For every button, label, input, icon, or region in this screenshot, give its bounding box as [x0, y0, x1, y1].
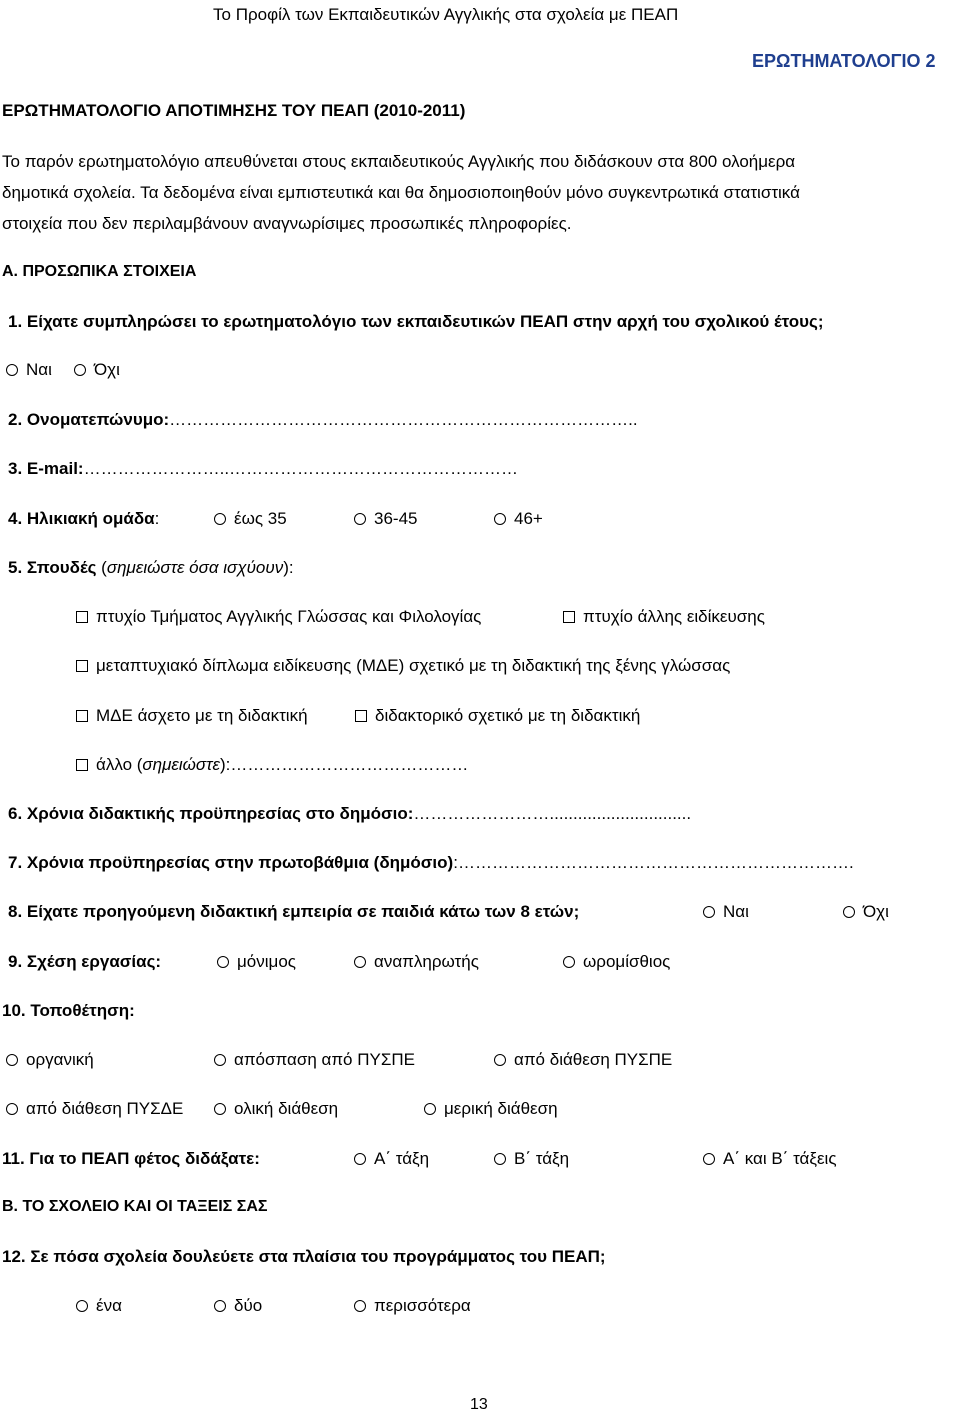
- checkbox-icon: [76, 759, 88, 771]
- q3-dots: ……………………..……………………………………………: [83, 459, 519, 478]
- q11-option-b[interactable]: Β΄ τάξη: [494, 1150, 569, 1167]
- q10-option-disposal-pysde[interactable]: από διάθεση ΠΥΣΔΕ: [6, 1100, 183, 1117]
- q3-label: 3. E-mail:: [8, 459, 84, 478]
- q8-option-no[interactable]: Όχι: [843, 903, 889, 920]
- q9-option-hourly[interactable]: ωρομίσθιος: [563, 953, 670, 970]
- q10-option-partial-disposal[interactable]: μερική διάθεση: [424, 1100, 558, 1117]
- q12-option-one[interactable]: ένα: [76, 1297, 122, 1314]
- q5-option-other-degree[interactable]: πτυχίο άλλης ειδίκευσης: [563, 608, 765, 625]
- q11-label: 11. Για το ΠΕΑΠ φέτος διδάξατε:: [2, 1149, 260, 1168]
- radio-icon: [354, 956, 366, 968]
- radio-icon: [703, 1153, 715, 1165]
- radio-icon: [76, 1300, 88, 1312]
- q10-option-full-disposal[interactable]: ολική διάθεση: [214, 1100, 338, 1117]
- radio-icon: [494, 1153, 506, 1165]
- radio-icon: [354, 1300, 366, 1312]
- radio-icon: [217, 956, 229, 968]
- q8-label: 8. Είχατε προηγούμενη διδακτική εμπειρία σε παιδιά κάτω των 8 ετών;: [8, 902, 580, 921]
- radio-icon: [494, 1054, 506, 1066]
- document-title: ΕΡΩΤΗΜΑΤΟΛΟΓΙΟ ΑΠΟΤΙΜΗΣΗΣ ΤΟΥ ΠΕΑΠ (2010-2011): [2, 101, 466, 120]
- radio-icon: [563, 956, 575, 968]
- radio-icon: [354, 1153, 366, 1165]
- q5-label: 5. Σπουδές: [8, 558, 97, 577]
- intro-line-3: στοιχεία που δεν περιλαμβάνουν αναγνωρίσιμες προσωπικές πληροφορίες.: [2, 214, 572, 233]
- q12-option-more[interactable]: περισσότερα: [354, 1297, 471, 1314]
- radio-icon: [424, 1103, 436, 1115]
- q5-option-english-degree[interactable]: πτυχίο Τμήματος Αγγλικής Γλώσσας και Φιλολογίας: [76, 608, 481, 625]
- q5-hint: σημειώστε όσα ισχύουν: [106, 558, 284, 577]
- q10-option-secondment[interactable]: απόσπαση από ΠΥΣΠΕ: [214, 1051, 415, 1068]
- q9-option-substitute[interactable]: αναπληρωτής: [354, 953, 479, 970]
- section-b-heading: Β. ΤΟ ΣΧΟΛΕΙΟ ΚΑΙ ΟΙ ΤΑΞΕΙΣ ΣΑΣ: [2, 1198, 268, 1215]
- q2-field[interactable]: [8, 411, 638, 428]
- q4-option-3[interactable]: 46+: [494, 510, 543, 527]
- q5-option-phd[interactable]: διδακτορικό σχετικό με τη διδακτική: [355, 707, 640, 724]
- q11-option-ab[interactable]: Α΄ και Β΄ τάξεις: [703, 1150, 837, 1167]
- radio-icon: [494, 513, 506, 525]
- q1-option-yes[interactable]: Ναι: [6, 361, 52, 378]
- radio-icon: [214, 1054, 226, 1066]
- radio-icon: [6, 1103, 18, 1115]
- radio-icon: [843, 906, 855, 918]
- q7-label: 7. Χρόνια προϋπηρεσίας στην πρωτοβάθμια (δημόσιο): [8, 853, 454, 872]
- intro-line-2: δημοτικά σχολεία. Τα δεδομένα είναι εμπιστευτικά και θα δημοσιοποιηθούν μόνο συγκεντρωτικά στατιστικά: [2, 183, 800, 202]
- q4-option-2[interactable]: 36-45: [354, 510, 417, 527]
- checkbox-icon: [355, 710, 367, 722]
- radio-icon: [74, 364, 86, 376]
- q10-label: 10. Τοποθέτηση:: [2, 1001, 135, 1020]
- q8-option-yes[interactable]: Ναι: [703, 903, 749, 920]
- q12-label: 12. Σε πόσα σχολεία δουλεύετε στα πλαίσια του προγράμματος του ΠΕΑΠ;: [2, 1247, 606, 1266]
- q3-field[interactable]: [8, 460, 518, 477]
- intro-line-1: Το παρόν ερωτηματολόγιο απευθύνεται στους εκπαιδευτικούς Αγγλικής που διδάσκουν στα 800 ολοήμερα: [2, 152, 796, 171]
- checkbox-icon: [76, 611, 88, 623]
- radio-icon: [6, 1054, 18, 1066]
- q5-option-other[interactable]: άλλο (σημειώστε):……………………………………: [76, 756, 468, 773]
- checkbox-icon: [563, 611, 575, 623]
- q5-label-wrap: 5. Σπουδές (σημειώστε όσα ισχύουν):: [8, 558, 294, 577]
- radio-icon: [354, 513, 366, 525]
- q9-option-permanent[interactable]: μόνιμος: [217, 953, 296, 970]
- questionnaire-label: ΕΡΩΤΗΜΑΤΟΛΟΓΙΟ 2: [752, 51, 936, 71]
- radio-icon: [703, 906, 715, 918]
- q10-option-disposal-pyspe[interactable]: από διάθεση ΠΥΣΠΕ: [494, 1051, 672, 1068]
- q9-label: 9. Σχέση εργασίας:: [8, 952, 162, 971]
- radio-icon: [214, 513, 226, 525]
- q2-label: 2. Ονοματεπώνυμο:: [8, 410, 170, 429]
- q12-option-two[interactable]: δύο: [214, 1297, 262, 1314]
- q4-option-1[interactable]: έως 35: [214, 510, 287, 527]
- q7-field[interactable]: 7. Χρόνια προϋπηρεσίας στην πρωτοβάθμια (δημόσιο):…………………………………………………………….: [8, 853, 854, 872]
- q1-label: 1. Είχατε συμπληρώσει το ερωτηματολόγιο των εκπαιδευτικών ΠΕΑΠ στην αρχή του σχολικού έτους;: [8, 312, 824, 331]
- running-title: Το Προφίλ των Εκπαιδευτικών Αγγλικής στα σχολεία με ΠΕΑΠ: [213, 5, 679, 24]
- radio-icon: [214, 1103, 226, 1115]
- q10-option-organic[interactable]: οργανική: [6, 1051, 94, 1068]
- section-a-heading: Α. ΠΡΟΣΩΠΙΚΑ ΣΤΟΙΧΕΙΑ: [2, 263, 197, 280]
- q1-option-no[interactable]: Όχι: [74, 361, 120, 378]
- radio-icon: [6, 364, 18, 376]
- q6-field[interactable]: [8, 805, 691, 822]
- q7-dots: …………………………………………………………….: [457, 853, 854, 872]
- checkbox-icon: [76, 710, 88, 722]
- q2-dots: ………………………………………………………………………..: [169, 410, 638, 429]
- radio-icon: [214, 1300, 226, 1312]
- checkbox-icon: [76, 660, 88, 672]
- q6-dots: ……………………..............................: [413, 804, 692, 823]
- q11-option-a[interactable]: Α΄ τάξη: [354, 1150, 429, 1167]
- q4-label: 4. Ηλικιακή ομάδα: [8, 509, 155, 528]
- q6-label: 6. Χρόνια διδακτικής προϋπηρεσίας στο δημόσιο:: [8, 804, 414, 823]
- q5-option-masters-related[interactable]: μεταπτυχιακό δίπλωμα ειδίκευσης (ΜΔΕ) σχετικό με τη διδακτική της ξένης γλώσσας: [76, 657, 730, 674]
- q5-option-masters-unrelated[interactable]: ΜΔΕ άσχετο με τη διδακτική: [76, 707, 308, 724]
- q4-label-wrap: 4. Ηλικιακή ομάδα:: [8, 509, 160, 528]
- page-number: 13: [470, 1396, 488, 1413]
